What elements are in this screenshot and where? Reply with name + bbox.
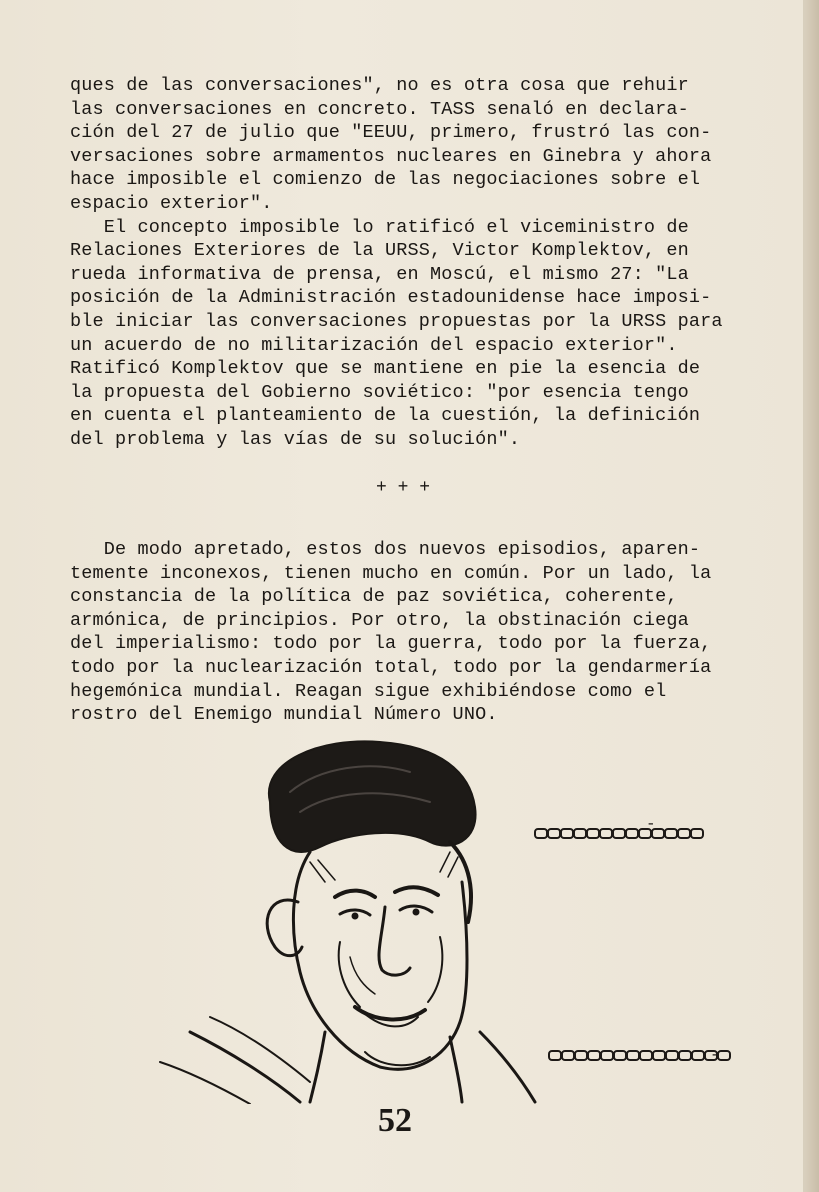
text-block-top	[70, 74, 760, 452]
text-line: Ratificó Komplektov que se mantiene en pie la esencia de	[70, 358, 701, 380]
chain-link	[613, 1050, 627, 1061]
chain-link	[612, 828, 626, 839]
section-separator: + + +	[376, 478, 431, 498]
text-line: todo por la nuclearización total, todo por la gendarmería	[70, 656, 712, 678]
text-line: De modo apretado, estos dos nuevos episodios, aparen-	[70, 539, 701, 560]
ornament-dash: -	[710, 1046, 720, 1064]
text-line: la propuesta del Gobierno soviético: "por esencia tengo	[70, 381, 689, 403]
chain-link	[547, 828, 561, 839]
chain-link	[561, 1050, 575, 1061]
text-line: hegemónica mundial. Reagan sigue exhibiéndose como el	[70, 680, 667, 702]
chain-link	[691, 1050, 705, 1061]
chain-link	[573, 828, 587, 839]
chain-link	[548, 1050, 562, 1061]
text-line: constancia de la política de paz soviética, coherente,	[70, 586, 678, 608]
next-page-edge	[805, 0, 819, 1192]
text-line: un acuerdo de no militarización del espacio exterior".	[70, 334, 678, 356]
text-line: rostro del Enemigo mundial Número UNO.	[70, 704, 498, 726]
text-line: rueda informativa de prensa, en Moscú, el mismo 27: "La	[70, 263, 689, 285]
chain-link	[587, 1050, 601, 1061]
text-line: del problema y las vías de su solución".	[70, 428, 521, 450]
text-line: ble iniciar las conversaciones propuestas por la URSS para	[70, 310, 723, 332]
chain-link	[626, 1050, 640, 1061]
text-line: ción del 27 de julio que "EEUU, primero, frustró las con-	[70, 122, 712, 144]
caricature-illustration	[150, 732, 550, 1104]
text-line: temente inconexos, tienen mucho en común. Por un lado, la	[70, 562, 712, 584]
chain-link	[677, 828, 691, 839]
chain-link	[652, 1050, 666, 1061]
text-line: El concepto imposible lo ratificó el viceministro de	[70, 216, 689, 238]
text-line: versaciones sobre armamentos nucleares en Ginebra y ahora	[70, 145, 712, 167]
text-line: armónica, de principios. Por otro, la obstinación ciega	[70, 609, 689, 631]
ornament-dash: -	[646, 815, 656, 833]
text-line: espacio exterior".	[70, 192, 273, 214]
text-line: posición de la Administración estadounidense hace imposi-	[70, 287, 712, 309]
chain-link	[665, 1050, 679, 1061]
chain-link	[560, 828, 574, 839]
text-block-bottom	[70, 538, 760, 727]
chain-link	[639, 1050, 653, 1061]
chain-link	[600, 1050, 614, 1061]
chain-link	[678, 1050, 692, 1061]
chain-ornament-bottom	[548, 1048, 730, 1062]
text-line: del imperialismo: todo por la guerra, todo por la fuerza,	[70, 633, 712, 655]
text-line: en cuenta el planteamiento de la cuestión, la definición	[70, 405, 701, 427]
chain-ornament-top	[534, 826, 703, 840]
chain-link	[664, 828, 678, 839]
text-line: las conversaciones en concreto. TASS senaló en declara-	[70, 98, 689, 120]
chain-link	[586, 828, 600, 839]
chain-link	[534, 828, 548, 839]
chain-link	[599, 828, 613, 839]
chain-link	[574, 1050, 588, 1061]
chain-link	[690, 828, 704, 839]
chain-link	[625, 828, 639, 839]
text-line: Relaciones Exteriores de la URSS, Victor Komplektov, en	[70, 240, 689, 262]
page-number: 52	[378, 1102, 412, 1139]
text-line: ques de las conversaciones", no es otra cosa que rehuir	[70, 75, 689, 96]
text-line: hace imposible el comienzo de las negociaciones sobre el	[70, 169, 701, 191]
